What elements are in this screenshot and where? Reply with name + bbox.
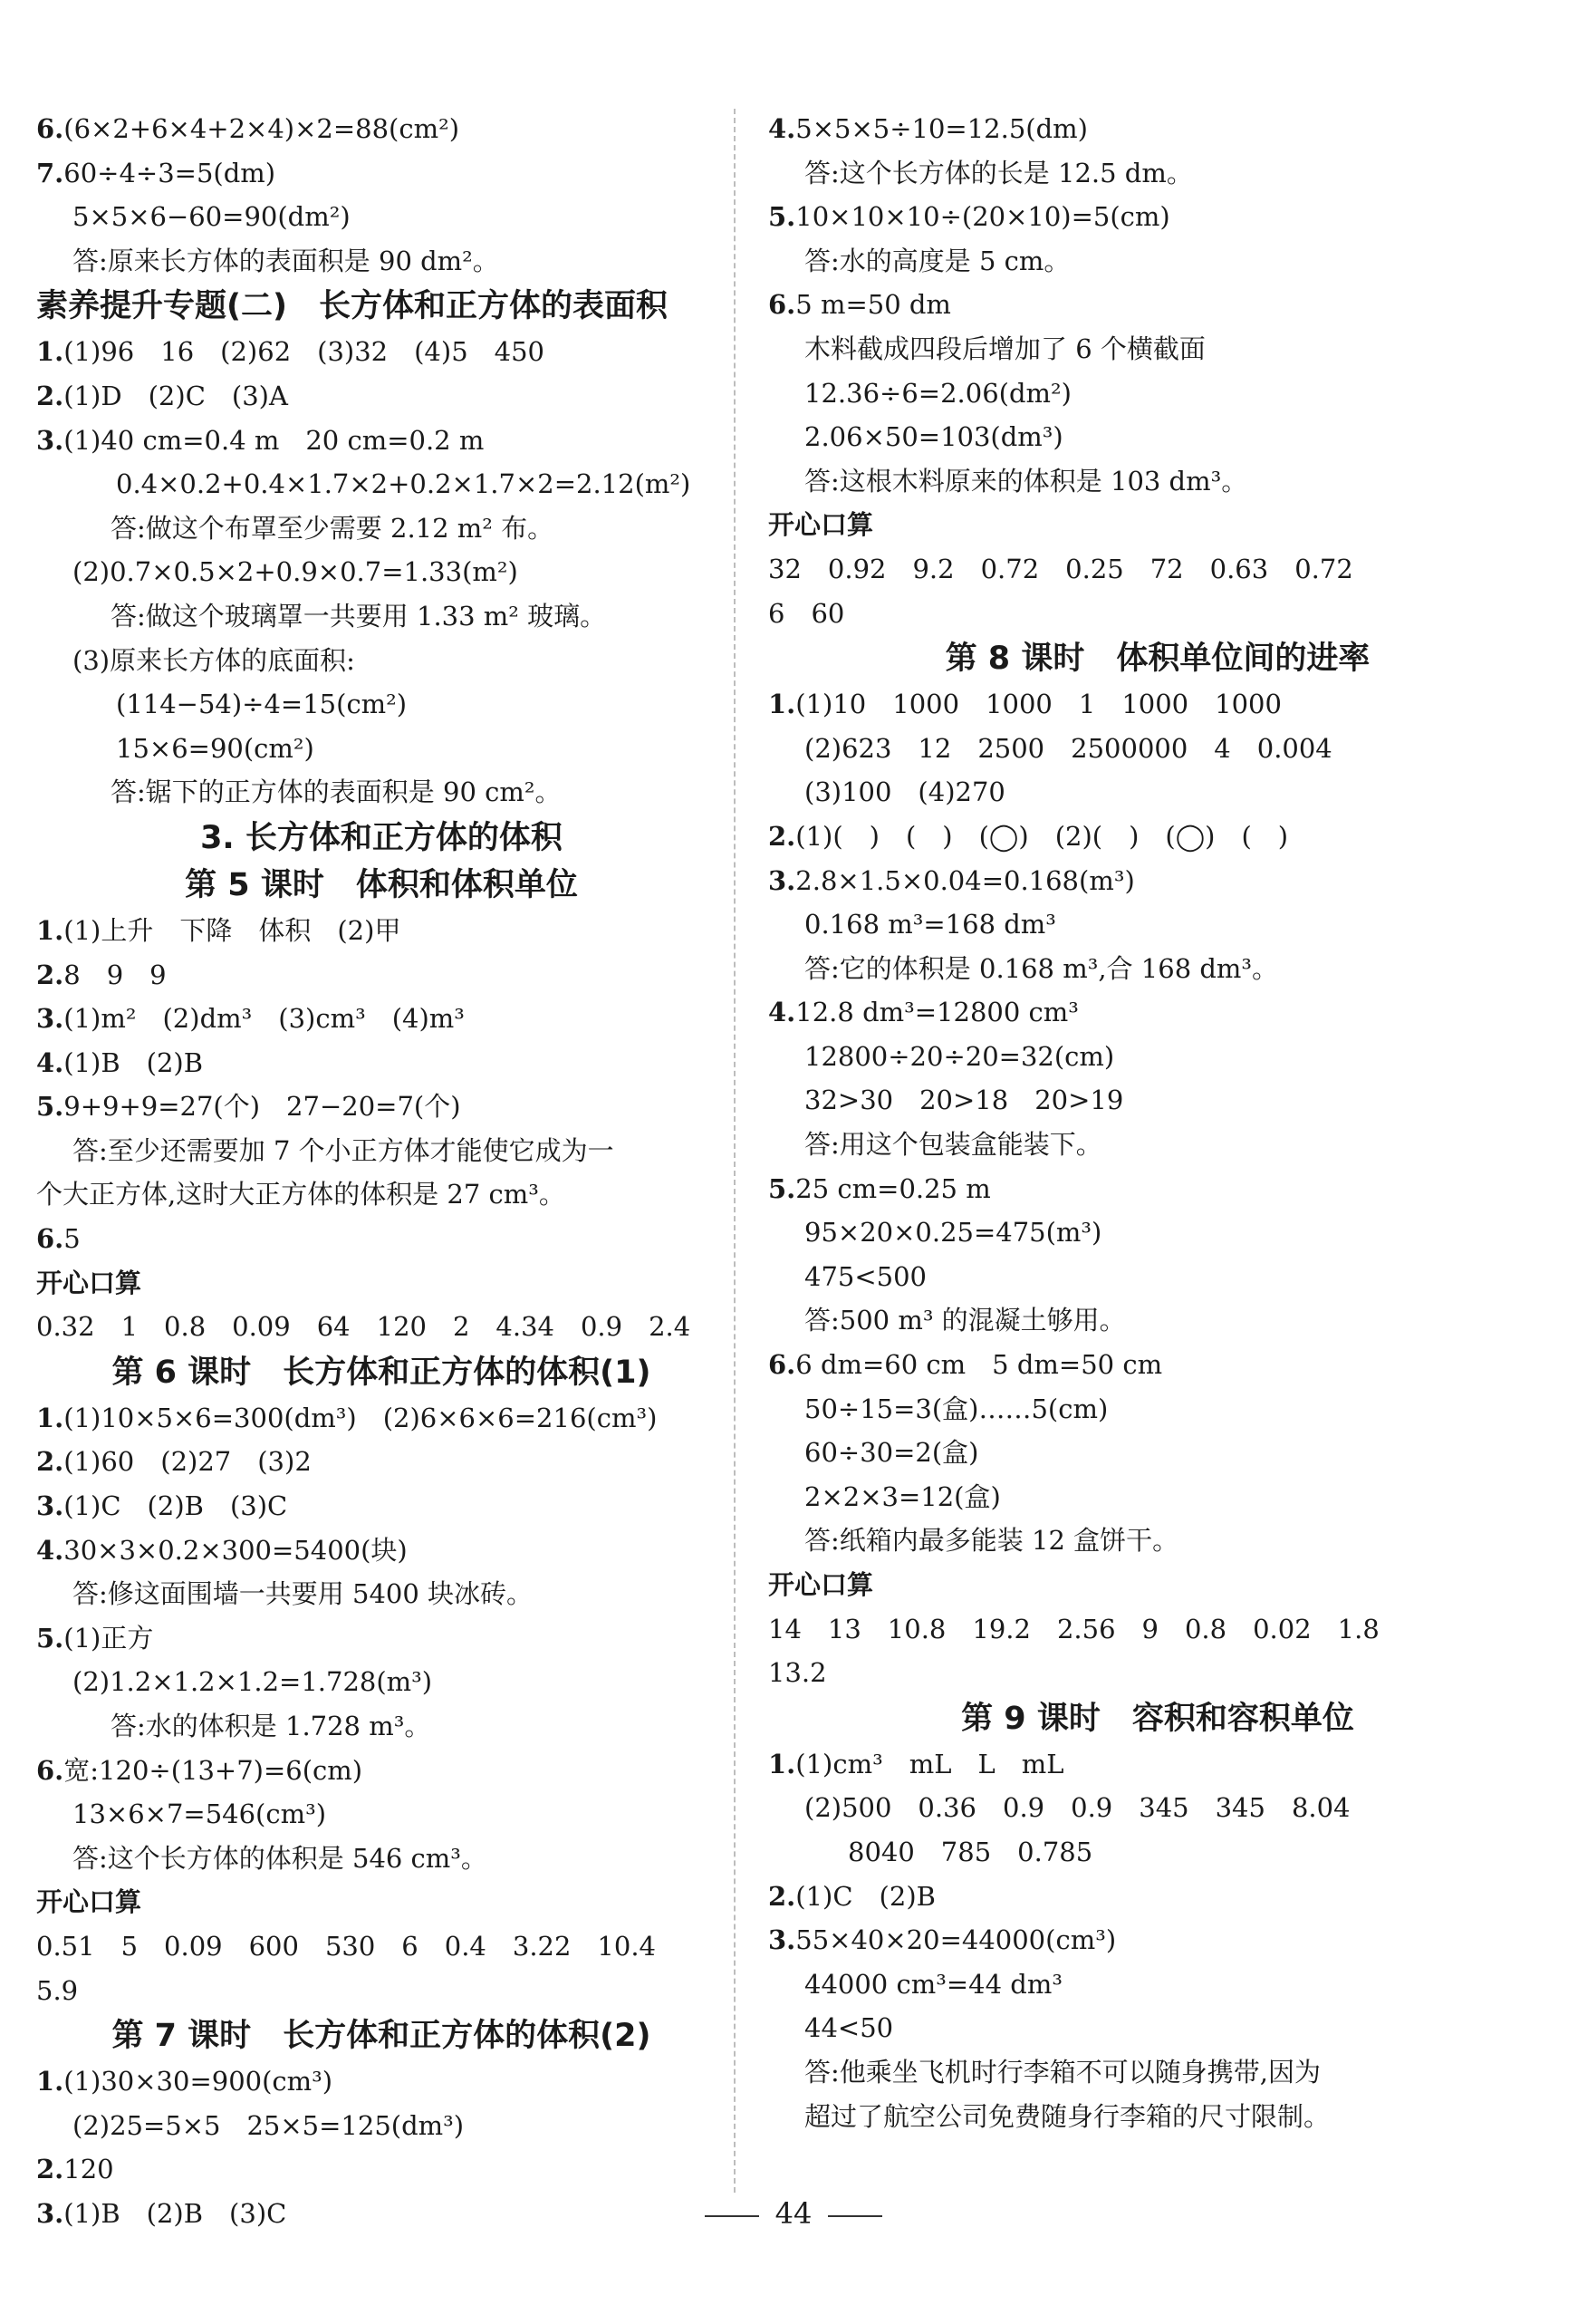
item-number: 6.	[768, 1349, 796, 1381]
item-number: 1.	[768, 689, 796, 720]
answer-text: (1)10×5×6=300(dm³) (2)6×6×6=216(cm³)	[63, 1402, 658, 1433]
answer-item	[768, 107, 1547, 151]
page-number: 44	[774, 2196, 813, 2231]
answer-item	[36, 1396, 726, 1441]
answer-text: (1)( ) ( ) (◯) (2)( ) (◯) ( )	[795, 820, 1289, 852]
answer-line: 32 0.92 9.2 0.72 0.25 72 0.63 0.72	[768, 553, 1353, 584]
answer-item	[36, 1484, 726, 1528]
answer-line: (2)500 0.36 0.9 0.9 345 345 8.04	[804, 1792, 1351, 1824]
answer-text: 30×3×0.2×300=5400(块)	[63, 1534, 408, 1566]
answer-line: 答:它的体积是 0.168 m³,合 168 dm³。	[804, 952, 1279, 984]
answer-line: 12.36÷6=2.06(dm²)	[804, 377, 1072, 409]
answer-text: 10×10×10÷(20×10)=5(cm)	[795, 201, 1170, 233]
item-number: 1.	[36, 914, 64, 946]
answer-item	[36, 953, 726, 998]
answer-line: (114−54)÷4=15(cm²)	[116, 689, 408, 720]
answer-item	[768, 1343, 1547, 1387]
mental-math-heading: 开心口算	[768, 509, 874, 541]
footer-dash-left	[705, 2215, 759, 2217]
item-number: 1.	[36, 2066, 64, 2097]
answer-line: 12800÷20÷20=32(cm)	[804, 1040, 1115, 1072]
answer-text: 5	[63, 1223, 81, 1255]
answer-line: (2)0.7×0.5×2+0.9×0.7=1.33(m²)	[72, 556, 518, 588]
answer-text: 12.8 dm³=12800 cm³	[795, 997, 1079, 1028]
item-number: 4.	[768, 997, 796, 1028]
item-number: 2.	[768, 820, 796, 852]
answer-text: (1)60 (2)27 (3)2	[63, 1446, 312, 1478]
item-number: 5.	[768, 201, 796, 233]
item-number: 3.	[36, 2197, 64, 2229]
answer-line: 5×5×6−60=90(dm²)	[72, 201, 351, 233]
right-column	[768, 107, 1547, 2138]
answer-text: 25 cm=0.25 m	[795, 1172, 991, 1204]
answer-line: 答:原来长方体的表面积是 90 dm²。	[72, 245, 499, 276]
item-number: 1.	[36, 336, 64, 368]
item-number: 6.	[36, 1223, 64, 1255]
item-number: 2.	[36, 2154, 64, 2185]
answer-line: (3)原来长方体的底面积:	[72, 644, 355, 676]
answer-item	[36, 1616, 726, 1661]
answer-line: 答:这个长方体的体积是 546 cm³。	[72, 1842, 487, 1874]
answer-text: 5 m=50 dm	[795, 289, 951, 321]
answer-item	[36, 1041, 726, 1085]
item-number: 5.	[36, 1622, 64, 1654]
section-title: 第 9 课时 容积和容积单位	[961, 1700, 1354, 1737]
item-number: 2.	[36, 1446, 64, 1478]
answer-text: (1)D (2)C (3)A	[63, 380, 288, 411]
answer-text: 6 dm=60 cm 5 dm=50 cm	[795, 1349, 1163, 1381]
item-number: 3.	[768, 1924, 796, 1956]
answer-text: 120	[63, 2154, 114, 2185]
item-number: 4.	[36, 1046, 64, 1078]
answer-line: 答:水的高度是 5 cm。	[804, 245, 1071, 276]
answer-text: 9+9+9=27(个) 27−20=7(个)	[63, 1091, 461, 1123]
item-number: 3.	[36, 1490, 64, 1522]
answer-text: 宽:120÷(13+7)=6(cm)	[63, 1754, 363, 1786]
item-number: 2.	[768, 1880, 796, 1912]
answer-item	[768, 283, 1547, 327]
answer-text: (1)正方	[63, 1622, 154, 1654]
answer-line: 答:做这个布罩至少需要 2.12 m² 布。	[111, 512, 554, 544]
answer-item	[36, 1749, 726, 1793]
answer-item	[36, 2147, 726, 2192]
answer-item	[768, 1875, 1547, 1919]
item-number: 6.	[768, 289, 796, 321]
item-number: 5.	[36, 1091, 64, 1123]
answer-line: 15×6=90(cm²)	[116, 732, 314, 764]
section-title: 素养提升专题(二) 长方体和正方体的表面积	[36, 288, 668, 325]
item-number: 2.	[36, 380, 64, 411]
answer-line: 答:500 m³ 的混凝土够用。	[804, 1305, 1126, 1336]
answer-line: 木料截成四段后增加了 6 个横截面	[804, 333, 1206, 364]
item-number: 1.	[768, 1748, 796, 1779]
answer-line: 475<500	[804, 1260, 928, 1292]
answer-line: 答:至少还需要加 7 个小正方体才能使它成为一	[72, 1134, 614, 1166]
answer-line: 6 60	[768, 597, 845, 629]
answer-text: (1)30×30=900(cm³)	[63, 2066, 333, 2097]
answer-line: (3)100 (4)270	[804, 776, 1005, 808]
answer-line: 答:他乘坐飞机时行李箱不可以随身携带,因为	[804, 2056, 1321, 2088]
answer-item	[36, 909, 726, 953]
page-footer	[0, 2191, 1587, 2236]
footer-dash-right	[828, 2215, 882, 2217]
answer-line: 50÷15=3(盒)……5(cm)	[804, 1393, 1109, 1424]
answer-text: 55×40×20=44000(cm³)	[795, 1924, 1117, 1956]
answer-line: 答:这根木料原来的体积是 103 dm³。	[804, 465, 1248, 497]
answer-text: 2.8×1.5×0.04=0.168(m³)	[795, 864, 1135, 896]
answer-line: 答:水的体积是 1.728 m³。	[111, 1711, 431, 1741]
answer-line: 95×20×0.25=475(m³)	[804, 1217, 1102, 1249]
answer-item	[36, 1440, 726, 1484]
answer-item	[768, 1167, 1547, 1211]
answer-line: 32>30 20>18 20>19	[804, 1085, 1124, 1116]
answer-text: 5×5×5÷10=12.5(dm)	[795, 113, 1088, 144]
answer-item	[36, 330, 726, 374]
answer-item	[36, 419, 726, 463]
section-title: 第 6 课时 长方体和正方体的体积(1)	[111, 1354, 651, 1391]
answer-item	[36, 997, 726, 1041]
item-number: 6.	[36, 1754, 64, 1786]
answer-item	[768, 859, 1547, 903]
answer-text: (1)cm³ mL L mL	[795, 1748, 1064, 1779]
answer-line: 5.9	[36, 1974, 79, 2006]
answer-text: (1)10 1000 1000 1 1000 1000	[795, 689, 1282, 720]
answer-text: (1)B (2)B (3)C	[63, 2197, 287, 2229]
answer-text: (1)40 cm=0.4 m 20 cm=0.2 m	[63, 424, 485, 456]
answer-line: 60÷30=2(盒)	[804, 1437, 979, 1469]
answer-line: (2)623 12 2500 2500000 4 0.004	[804, 732, 1332, 764]
answer-item	[36, 1085, 726, 1129]
item-number: 3.	[36, 1003, 64, 1035]
answer-item	[36, 2059, 726, 2104]
column-divider	[734, 109, 736, 2193]
left-column	[36, 107, 726, 2236]
answer-item	[36, 1528, 726, 1573]
answer-item	[768, 682, 1547, 727]
answer-item	[36, 374, 726, 419]
item-number: 7.	[36, 157, 64, 188]
item-number: 4.	[768, 113, 796, 144]
section-title: 3. 长方体和正方体的体积	[200, 819, 563, 856]
section-title: 第 7 课时 长方体和正方体的体积(2)	[111, 2018, 651, 2055]
answer-line: 答:纸箱内最多能装 12 盒饼干。	[804, 1525, 1179, 1557]
item-number: 1.	[36, 1402, 64, 1433]
mental-math-heading: 开心口算	[36, 1886, 142, 1918]
mental-math-heading: 开心口算	[768, 1569, 874, 1600]
answer-line: 0.32 1 0.8 0.09 64 120 2 4.34 0.9 2.4	[36, 1311, 691, 1343]
answer-line: 答:这个长方体的长是 12.5 dm。	[804, 157, 1193, 188]
answer-text: 60÷4÷3=5(dm)	[63, 157, 276, 188]
answer-text: 8 9 9	[63, 959, 167, 990]
answer-text: (1)96 16 (2)62 (3)32 (4)5 450	[63, 336, 545, 368]
section-title: 第 5 课时 体积和体积单位	[185, 866, 578, 903]
answer-line: 答:做这个玻璃罩一共要用 1.33 m² 玻璃。	[111, 600, 607, 632]
answer-text: (1)B (2)B	[63, 1046, 204, 1078]
answer-item	[36, 151, 726, 196]
answer-text: (1)上升 下降 体积 (2)甲	[63, 914, 401, 946]
answer-line: 2.06×50=103(dm³)	[804, 421, 1063, 453]
item-number: 3.	[768, 864, 796, 896]
answer-line: 答:锯下的正方体的表面积是 90 cm²。	[111, 776, 562, 808]
answer-line: 2×2×3=12(盒)	[804, 1480, 1001, 1512]
answer-item	[768, 1918, 1547, 1962]
answer-line: 0.168 m³=168 dm³	[804, 909, 1056, 940]
answer-line: 8040 785 0.785	[848, 1836, 1093, 1867]
answer-line: 0.4×0.2+0.4×1.7×2+0.2×1.7×2=2.12(m²)	[116, 468, 691, 500]
mental-math-heading: 开心口算	[36, 1267, 142, 1298]
answer-line: 44<50	[804, 2012, 894, 2044]
answer-item	[36, 107, 726, 151]
answer-line: 个大正方体,这时大正方体的体积是 27 cm³。	[36, 1179, 565, 1210]
item-number: 2.	[36, 959, 64, 990]
answer-line: (2)1.2×1.2×1.2=1.728(m³)	[72, 1666, 433, 1698]
answer-line: 13×6×7=546(cm³)	[72, 1798, 327, 1830]
item-number: 6.	[36, 113, 64, 144]
answer-text: (1)C (2)B (3)C	[63, 1490, 288, 1522]
answer-item	[768, 195, 1547, 239]
answer-line: 超过了航空公司免费随身行李箱的尺寸限制。	[804, 2100, 1331, 2132]
section-title: 第 8 课时 体积单位间的进率	[945, 641, 1371, 678]
answer-line: 答:修这面围墙一共要用 5400 块冰砖。	[72, 1578, 534, 1610]
item-number: 4.	[36, 1534, 64, 1566]
answer-line: 0.51 5 0.09 600 530 6 0.4 3.22 10.4	[36, 1930, 657, 1962]
answer-line: 14 13 10.8 19.2 2.56 9 0.8 0.02 1.8	[768, 1613, 1380, 1644]
answer-line: (2)25=5×5 25×5=125(dm³)	[72, 2109, 465, 2141]
answer-item	[768, 815, 1547, 859]
answer-line: 13.2	[768, 1657, 827, 1689]
answer-text: (6×2+6×4+2×4)×2=88(cm²)	[63, 113, 460, 144]
answer-line: 44000 cm³=44 dm³	[804, 1968, 1063, 2000]
item-number: 3.	[36, 424, 64, 456]
answer-item	[768, 990, 1547, 1035]
item-number: 5.	[768, 1172, 796, 1204]
answer-text: (1)C (2)B	[795, 1880, 936, 1912]
answer-item	[36, 1217, 726, 1261]
answer-item	[768, 1742, 1547, 1787]
answer-text: (1)m² (2)dm³ (3)cm³ (4)m³	[63, 1003, 465, 1035]
answer-line: 答:用这个包装盒能装下。	[804, 1129, 1102, 1161]
